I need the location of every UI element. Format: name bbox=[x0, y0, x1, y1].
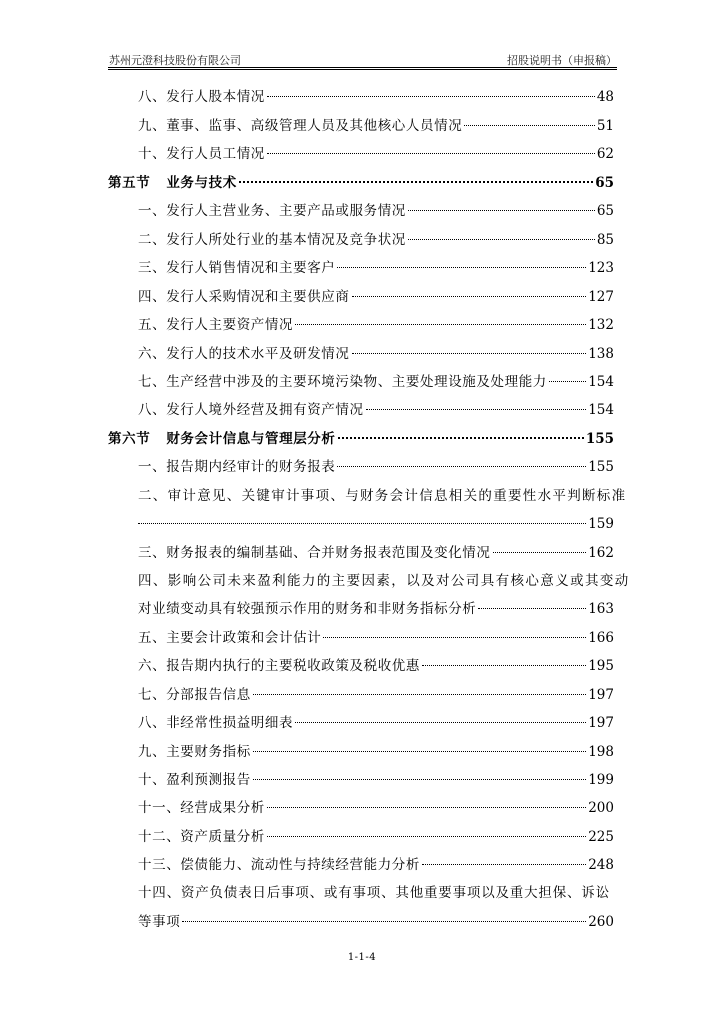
toc-entry[interactable] bbox=[138, 343, 614, 365]
toc-entry[interactable] bbox=[138, 286, 614, 308]
toc-dot-leader bbox=[422, 665, 586, 666]
toc-entry-title: 三、财务报表的编制基础、合并财务报表范围及变化情况 bbox=[138, 545, 491, 561]
toc-dot-leader bbox=[295, 722, 586, 723]
toc-entry[interactable] bbox=[138, 854, 614, 876]
toc-entry[interactable] bbox=[138, 314, 614, 336]
toc-entry-title: 等事项 bbox=[138, 914, 181, 930]
toc-entry[interactable] bbox=[138, 200, 614, 222]
toc-entry-continuation[interactable] bbox=[138, 598, 614, 620]
toc-page-number: 65 bbox=[595, 175, 614, 191]
toc-page-number: 154 bbox=[588, 402, 614, 418]
company-name: 苏州元澄科技股份有限公司 bbox=[109, 54, 241, 67]
toc-entry-wrapped[interactable] bbox=[138, 485, 627, 507]
toc-entry-title: 十、发行人员工情况 bbox=[138, 146, 265, 162]
toc-dot-leader bbox=[338, 437, 584, 439]
toc-page-number: 162 bbox=[588, 545, 614, 561]
toc-entry-title: 七、分部报告信息 bbox=[138, 687, 251, 703]
toc-page-number: 62 bbox=[596, 146, 614, 162]
toc-entry-title: 八、发行人股本情况 bbox=[138, 89, 265, 105]
toc-entry[interactable] bbox=[138, 229, 614, 251]
toc-page-number: 138 bbox=[588, 346, 614, 362]
toc-entry-title: 六、报告期内执行的主要税收政策及税收优惠 bbox=[138, 658, 420, 674]
toc-entry-title: 十、盈利预测报告 bbox=[138, 772, 251, 788]
toc-dot-leader bbox=[337, 267, 586, 268]
toc-dot-leader bbox=[478, 608, 586, 609]
toc-page-number: 159 bbox=[588, 516, 614, 532]
page-footer bbox=[0, 952, 724, 963]
toc-entry[interactable] bbox=[138, 741, 614, 763]
toc-entry-title: 二、审计意见、关键审计事项、与财务会计信息相关的重要性水平判断标准 bbox=[138, 488, 627, 504]
toc-dot-leader bbox=[239, 181, 593, 183]
toc-entry[interactable] bbox=[138, 826, 614, 848]
toc-entry[interactable] bbox=[138, 797, 614, 819]
toc-entry-title: 一、发行人主营业务、主要产品或服务情况 bbox=[138, 203, 406, 219]
toc-page-number: 197 bbox=[588, 715, 614, 731]
page-number: 1-1-4 bbox=[347, 952, 377, 963]
toc-page-number: 154 bbox=[588, 374, 614, 390]
toc-dot-leader bbox=[295, 324, 586, 325]
toc-dot-leader bbox=[138, 523, 586, 524]
toc-entry-title: 一、报告期内经审计的财务报表 bbox=[138, 459, 336, 475]
toc-dot-leader bbox=[323, 637, 586, 638]
toc-dot-leader bbox=[366, 409, 587, 410]
toc-entry[interactable] bbox=[138, 86, 614, 108]
toc-page-number: 163 bbox=[588, 601, 614, 617]
toc-dot-leader bbox=[493, 552, 587, 553]
toc-page-number: 198 bbox=[588, 744, 614, 760]
toc-entry[interactable] bbox=[138, 257, 614, 279]
toc-entry-title: 七、生产经营中涉及的主要环境污染物、主要处理设施及处理能力 bbox=[138, 374, 547, 390]
toc-entry[interactable] bbox=[138, 456, 614, 478]
toc-page-number: 195 bbox=[588, 658, 614, 674]
toc-page-number: 225 bbox=[588, 829, 614, 845]
toc-page-number: 85 bbox=[596, 232, 614, 248]
toc-entry-title: 八、非经常性损益明细表 bbox=[138, 715, 294, 731]
toc-entry-title: 九、董事、监事、高级管理人员及其他核心人员情况 bbox=[138, 118, 463, 134]
toc-page-number: 155 bbox=[588, 459, 614, 475]
toc-entry-wrapped[interactable] bbox=[138, 882, 614, 904]
document-title: 招股说明书（申报稿） bbox=[507, 54, 617, 67]
toc-entry[interactable] bbox=[138, 684, 614, 706]
toc-page-number: 51 bbox=[596, 118, 614, 134]
toc-entry-title: 五、发行人主要资产情况 bbox=[138, 317, 294, 333]
toc-entry-title: 十一、经营成果分析 bbox=[138, 800, 265, 816]
toc-page-number: 65 bbox=[596, 203, 614, 219]
toc-entry-title: 四、影响公司未来盈利能力的主要因素，以及对公司具有核心意义或其变动 bbox=[138, 573, 630, 589]
toc-page-number: 48 bbox=[596, 89, 614, 105]
toc-entry-title: 六、发行人的技术水平及研发情况 bbox=[138, 346, 350, 362]
toc-entry[interactable] bbox=[138, 371, 614, 393]
toc-page-number: 260 bbox=[588, 914, 614, 930]
toc-section-heading[interactable] bbox=[108, 172, 614, 194]
toc-dot-leader bbox=[267, 96, 595, 97]
toc-page-number: 197 bbox=[588, 687, 614, 703]
toc-page-number: 248 bbox=[588, 857, 614, 873]
toc-dot-leader bbox=[352, 353, 587, 354]
toc-entry-wrapped[interactable] bbox=[138, 570, 630, 592]
toc-entry-continuation[interactable] bbox=[138, 513, 614, 535]
toc-dot-leader bbox=[182, 921, 586, 922]
toc-page-number: 166 bbox=[588, 630, 614, 646]
toc-page-number: 127 bbox=[588, 289, 614, 305]
toc-dot-leader bbox=[253, 751, 586, 752]
toc-entry-continuation[interactable] bbox=[138, 911, 614, 933]
toc-section-title: 财务会计信息与管理层分析 bbox=[166, 431, 336, 447]
toc-entry-title: 十二、资产质量分析 bbox=[138, 829, 265, 845]
toc-entry[interactable] bbox=[138, 399, 614, 421]
toc-entry[interactable] bbox=[138, 655, 614, 677]
toc-section-heading[interactable] bbox=[108, 428, 614, 450]
toc-section-title: 业务与技术 bbox=[166, 175, 237, 191]
toc-dot-leader bbox=[267, 153, 595, 154]
toc-entry-title: 二、发行人所处行业的基本情况及竞争状况 bbox=[138, 232, 406, 248]
toc-entry-title: 四、发行人采购情况和主要供应商 bbox=[138, 289, 350, 305]
toc-section-number: 第六节 bbox=[108, 431, 151, 447]
toc-entry[interactable] bbox=[138, 769, 614, 791]
toc-dot-leader bbox=[549, 381, 586, 382]
toc-page-number: 200 bbox=[588, 800, 614, 816]
toc-entry-title: 九、主要财务指标 bbox=[138, 744, 251, 760]
toc-entry-title: 八、发行人境外经营及拥有资产情况 bbox=[138, 402, 364, 418]
toc-page-number: 199 bbox=[588, 772, 614, 788]
toc-entry[interactable] bbox=[138, 143, 614, 165]
toc-dot-leader bbox=[267, 807, 586, 808]
toc-page-number: 123 bbox=[588, 260, 614, 276]
toc-entry-title: 五、主要会计政策和会计估计 bbox=[138, 630, 322, 646]
toc-entry[interactable] bbox=[138, 542, 614, 564]
toc-dot-leader bbox=[422, 864, 586, 865]
toc-entry-title bbox=[108, 428, 336, 450]
toc-dot-leader bbox=[408, 239, 595, 240]
toc-entry-title: 对业绩变动具有较强预示作用的财务和非财务指标分析 bbox=[138, 601, 477, 617]
toc-entry[interactable] bbox=[138, 115, 614, 137]
toc-dot-leader bbox=[253, 779, 586, 780]
toc-dot-leader bbox=[408, 210, 595, 211]
toc-entry[interactable] bbox=[138, 627, 614, 649]
toc-dot-leader bbox=[337, 466, 586, 467]
toc-dot-leader bbox=[253, 694, 586, 695]
toc-page-number: 155 bbox=[585, 431, 614, 447]
toc-dot-leader bbox=[267, 836, 586, 837]
toc-dot-leader bbox=[352, 296, 587, 297]
toc-entry-title: 十四、资产负债表日后事项、或有事项、其他重要事项以及重大担保、诉讼 bbox=[138, 885, 610, 901]
toc-section-number: 第五节 bbox=[108, 175, 151, 191]
toc-page-number: 132 bbox=[588, 317, 614, 333]
toc-dot-leader bbox=[464, 125, 595, 126]
toc-entry-title: 三、发行人销售情况和主要客户 bbox=[138, 260, 336, 276]
toc-entry[interactable] bbox=[138, 712, 614, 734]
toc-entry-title: 十三、偿债能力、流动性与持续经营能力分析 bbox=[138, 857, 420, 873]
toc-entry-title bbox=[108, 172, 237, 194]
